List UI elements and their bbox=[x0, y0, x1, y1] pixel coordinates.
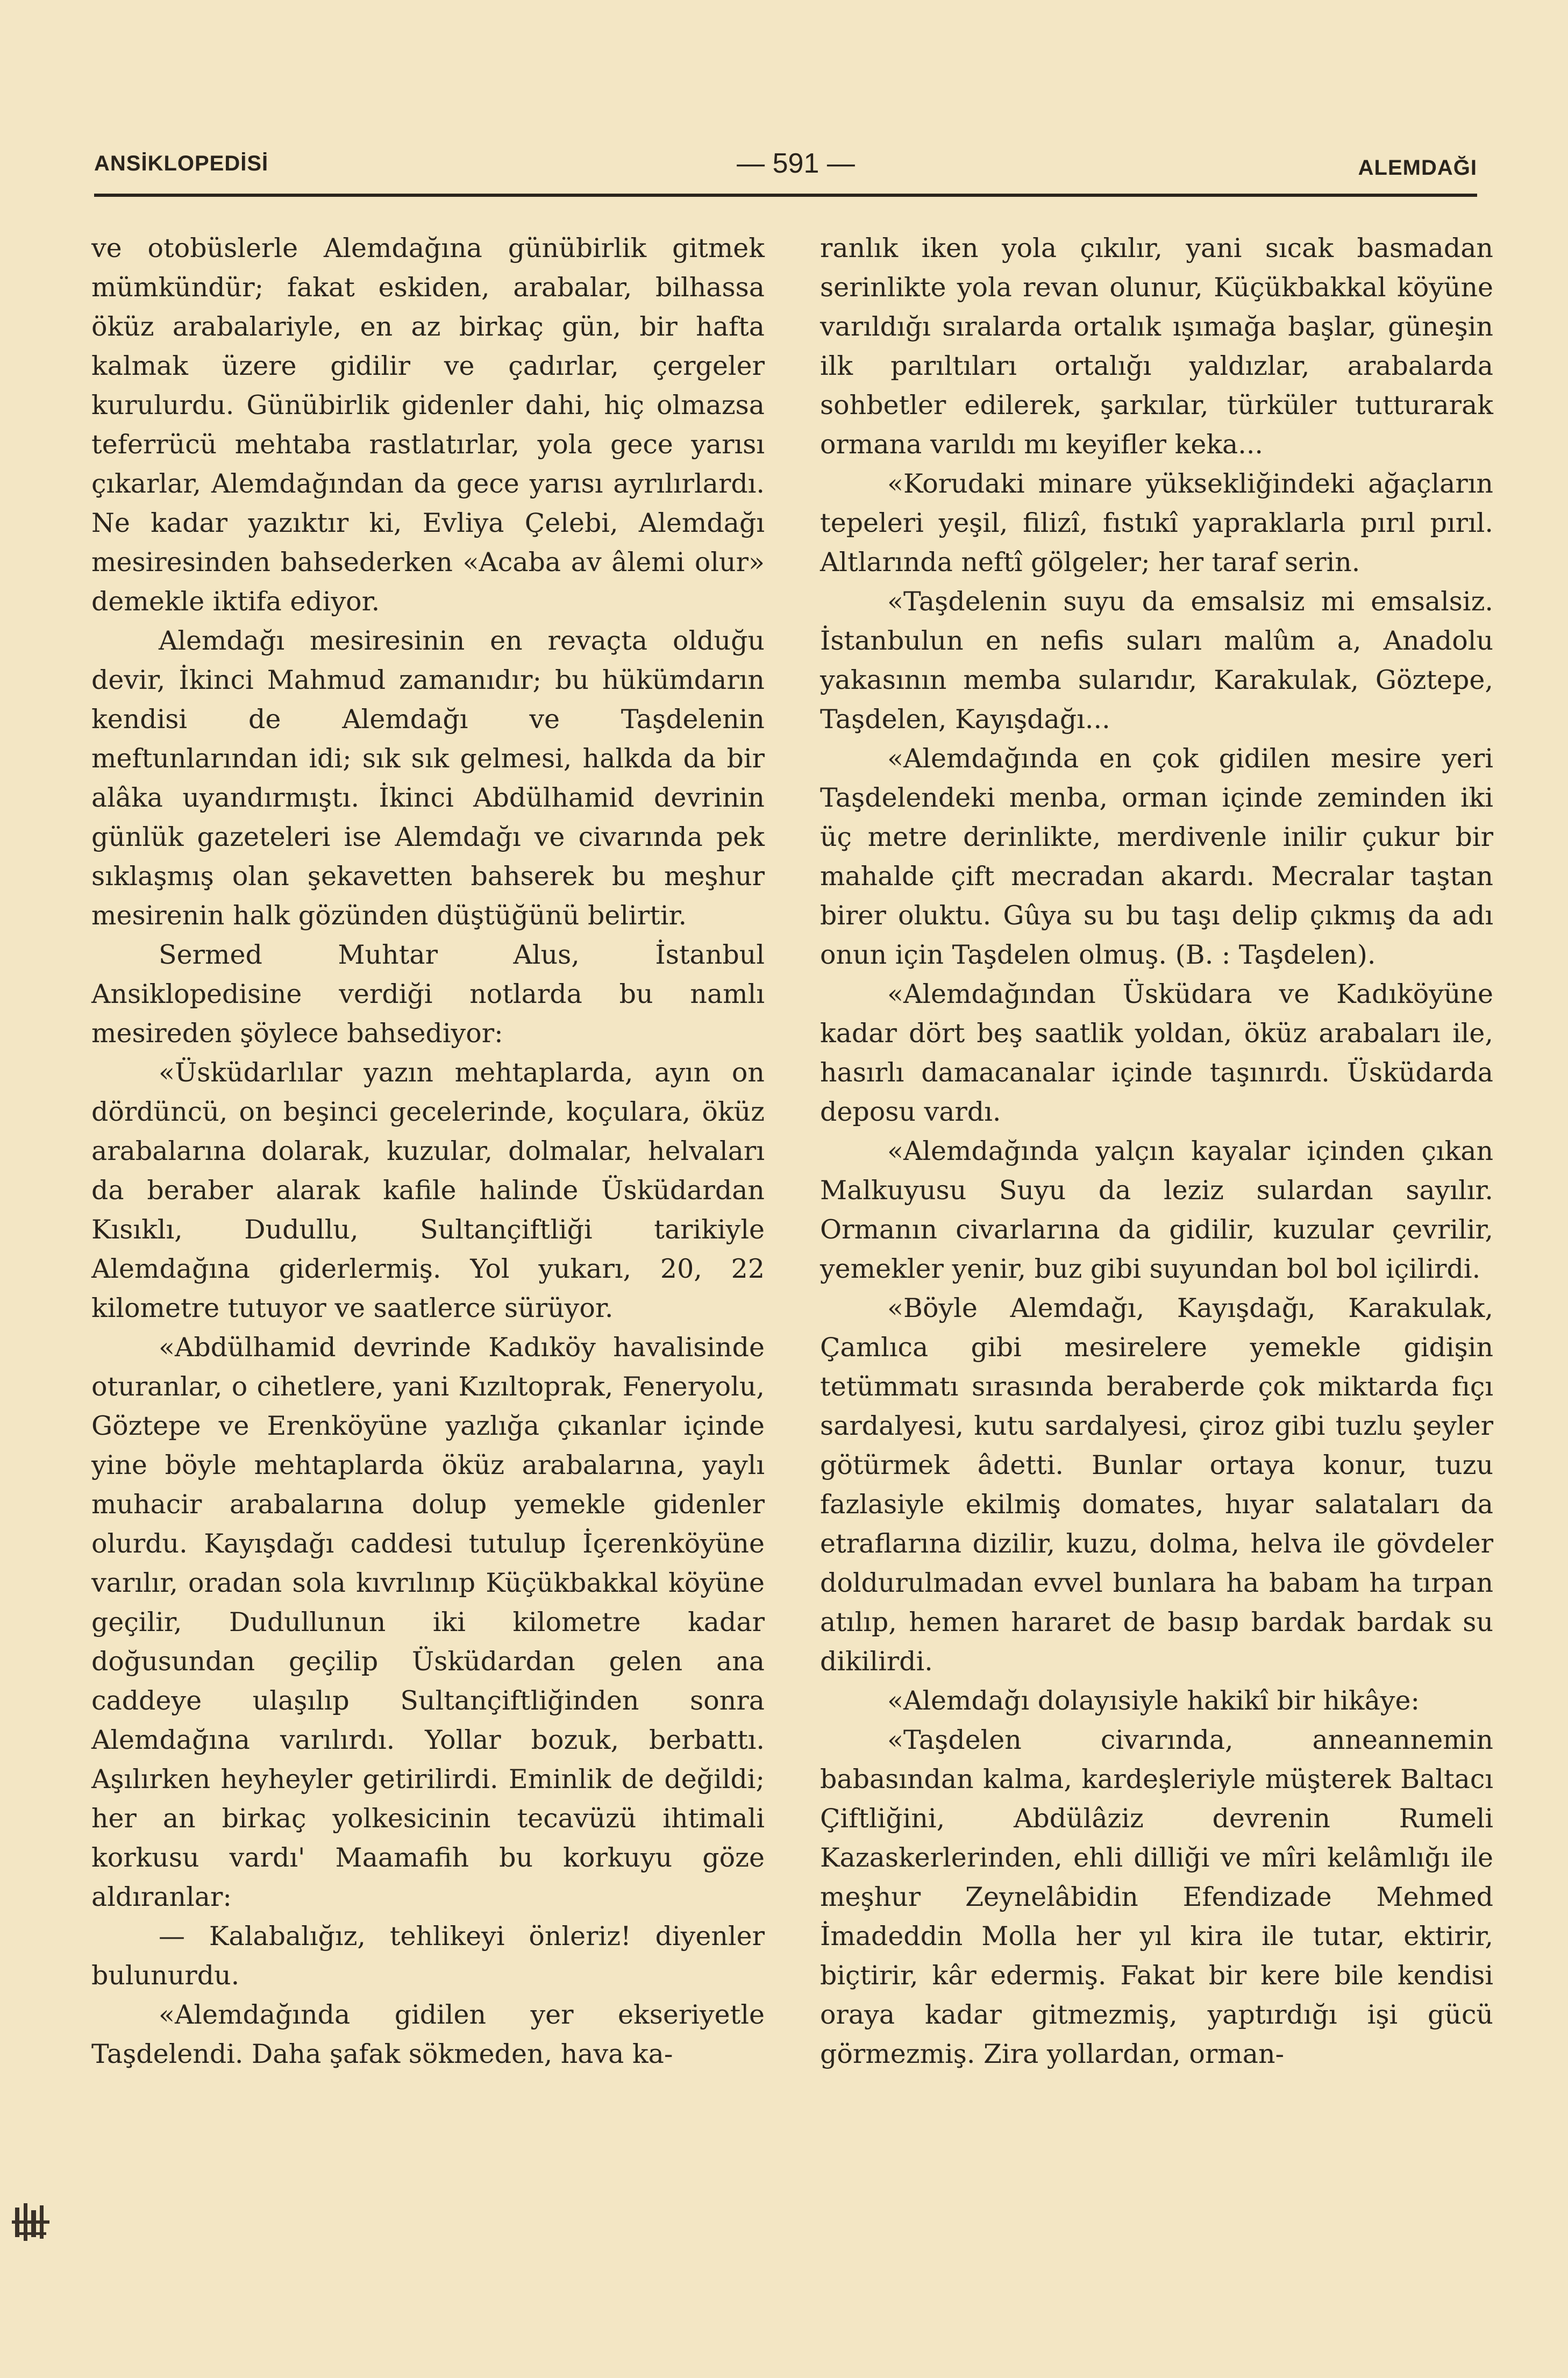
paragraph: «Alemdağında en çok gidilen mesire yeri Taşdelendeki menba, orman içinde zeminden iki üç metre derinlikte, merdivenle inilir çukur bir mahalde çift mecradan akardı. Mecralar taştan birer oluktu. Gûya su bu taşı delip çıkmış da adı onun için Taşdelen olmuş. (B. : Taşdelen). bbox=[820, 743, 1493, 970]
paragraph: Alemdağı mesiresinin en revaçta olduğu devir, İkinci Mahmud zamanıdır; bu hükümdarın kendisi de Alemdağı ve Taşdelenin meftunlarından idi; sık sık gelmesi, halkda da bir alâka uyandırmıştı. İkinci Abdülhamid devrinin günlük gazeteleri ise Alemdağı ve civarında pek sıklaşmış olan şekavetten bahserek bu meşhur mesirenin halk gözünden düştüğünü belirtir. bbox=[91, 625, 765, 931]
paragraph: ranlık iken yola çıkılır, yani sıcak basmadan serinlikte yola revan olunur, Küçükbakkal köyüne varıldığı sıralarda ortalık ışımağa başlar, güneşin ilk parıltıları ortalığı yaldızlar, arabalarda sohbetler edilerek, şarkılar, türküler tutturarak ormana varıldı mı keyifler keka... bbox=[820, 233, 1493, 460]
paragraph: — Kalabalığız, tehlikeyi önleriz! diyenler bulunurdu. bbox=[91, 1921, 765, 1991]
paragraph: ve otobüslerle Alemdağına günübirlik gitmek mümkündür; fakat eskiden, arabalar, bilhassa öküz arabalariyle, en az birkaç gün, bir hafta kalmak üzere gidilir ve çadırlar, çergeler kurulurdu. Günübirlik gidenler dahi, hiç olmazsa teferrücü mehtaba rastlatırlar, yola gece yarısı çıkarlar, Alemdağından da gece yarısı ayrılırlardı. Ne kadar yazıktır ki, Evliya Çelebi, Alemdağı mesiresinden bahsederken «Acaba av âlemi olur» demekle iktifa ediyor. bbox=[91, 233, 765, 617]
header-title-left: ANSİKLOPEDİSİ bbox=[94, 152, 269, 175]
right-column bbox=[820, 229, 1493, 2074]
paragraph: «Alemdağında yalçın kayalar içinden çıkan Malkuyusu Suyu da leziz sulardan sayılır. Ormanın civarlarına da gidilir, kuzular çevrilir, yemekler yenir, buz gibi suyundan bol bol içilirdi. bbox=[820, 1136, 1493, 1284]
paragraph: «Böyle Alemdağı, Kayışdağı, Karakulak, Çamlıca gibi mesirelere yemekle gidişin tetümmatı sırasında beraberde çok miktarda fıçı sardalyesi, kutu sardalyesi, çiroz gibi tuzlu şeyler götürmek âdetti. Bunlar ortaya konur, tuzu fazlasiyle ekilmiş domates, hıyar salataları da etraflarına dizilir, kuzu, dolma, helva ile gövdeler doldurulmadan evvel bunlara ha babam ha tırpan atılıp, hemen hararet de basıp bardak bardak su dikilirdi. bbox=[820, 1293, 1493, 1677]
paragraph: «Alemdağı dolayısiyle hakikî bir hikâye: bbox=[887, 1685, 1420, 1716]
paragraph: «Üsküdarlılar yazın mehtaplarda, ayın on dördüncü, on beşinci gecelerinde, koçulara, öküz arabalarına dolarak, kuzular, dolmalar, helvaları da beraber alarak kafile halinde Üsküdardan Kısıklı, Dudullu, Sultançiftliği tarikiyle Alemdağına giderlermiş. Yol yukarı, 20, 22 kilometre tutuyor ve saatlerce sürüyor. bbox=[91, 1057, 765, 1323]
paragraph: «Abdülhamid devrinde Kadıköy havalisinde oturanlar, o cihetlere, yani Kızıltoprak, Feneryolu, Göztepe ve Erenköyüne yazlığa çıkanlar içinde yine böyle mehtaplarda öküz arabalarına, yaylı muhacir arabalarına dolup yemekle gidenler olurdu. Kayışdağı caddesi tutulup İçerenköyüne varılır, oradan sola kıvrılınıp Küçükbakkal köyüne geçilir, Dudullunun iki kilometre kadar doğusundan geçilip Üsküdardan gelen ana caddeye ulaşılıp Sultançiftliğinden sonra Alemdağına varılırdı. Yollar bozuk, berbattı. Aşılırken heyheyler getirilirdi. Eminlik de değildi; her an birkaç yolkesicinin tecavüzü ihtimali korkusu vardı' Maamafih bu korkuyu göze aldıranlar: bbox=[91, 1332, 765, 1912]
paragraph: «Taşdelen civarında, anneannemin babasından kalma, kardeşleriyle müşterek Baltacı Çiftliğini, Abdülâziz devrenin Rumeli Kazaskerlerinden, ehli dilliği ve mîri kelâmlığı ile meşhur Zeynelâbidin Efendizade Mehmed İmadeddin Molla her yıl kira ile tutar, ektirir, biçtirir, kâr edermiş. Fakat bir kere bile kendisi oraya kadar gitmezmiş, yaptırdığı işi gücü görmezmiş. Zira yollardan, orman- bbox=[820, 1725, 1493, 2069]
running-header bbox=[94, 141, 1477, 189]
decorative-stamp-icon bbox=[5, 2197, 56, 2248]
paragraph: «Korudaki minare yüksekliğindeki ağaçların tepeleri yeşil, filizî, fıstıkî yapraklarla pırıl pırıl. Altlarında neftî gölgeler; her taraf serin. bbox=[820, 468, 1493, 578]
header-title-right: ALEMDAĞI bbox=[1358, 156, 1477, 180]
paragraph: «Alemdağından Üsküdara ve Kadıköyüne kadar dört beş saatlik yoldan, öküz arabaları ile, hasırlı damacanalar içinde taşınırdı. Üsküdarda deposu vardı. bbox=[820, 979, 1493, 1127]
paragraph: «Taşdelenin suyu da emsalsiz mi emsalsiz. İstanbulun en nefis suları malûm a, Anadolu yakasının memba sularıdır, Karakulak, Göztepe, Taşdelen, Kayışdağı... bbox=[820, 586, 1493, 735]
left-column bbox=[91, 229, 765, 2074]
paragraph: Sermed Muhtar Alus, İstanbul Ansiklopedisine verdiği notlarda bu namlı mesireden şöylece bahsediyor: bbox=[91, 939, 765, 1049]
page-number: — 591 — bbox=[737, 148, 855, 179]
paragraph: «Alemdağında gidilen yer ekseriyetle Taşdelendi. Daha şafak sökmeden, hava ka- bbox=[91, 1999, 765, 2069]
header-rule bbox=[94, 194, 1477, 197]
